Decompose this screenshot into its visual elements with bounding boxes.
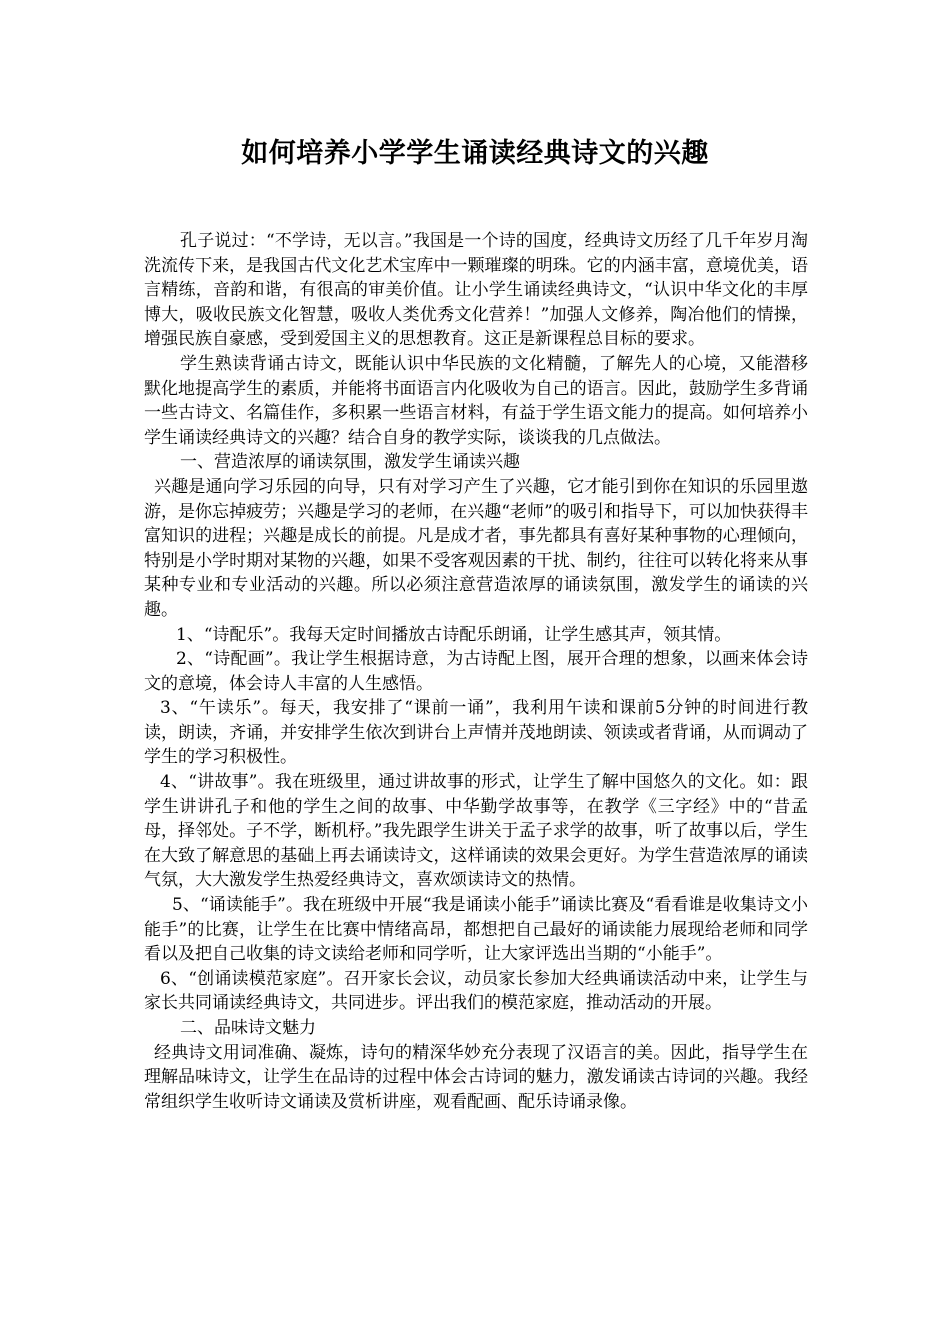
list-item-2: 2、“诗配画”。我让学生根据诗意，为古诗配上图，展开合理的想象，以画来体会诗文的意境，体会诗人丰富的人生感悟。: [144, 649, 808, 694]
list-item-3: 3、“午读乐”。每天，我安排了“课前一诵”，我利用午读和课前5分钟的时间进行教读，朗读，齐诵，并安排学生依次到讲台上声情并茂地朗读、领读或者背诵，从而调动了学生的学习积极性。: [144, 698, 808, 768]
paragraph-second: 学生熟读背诵古诗文，既能认识中华民族的文化精髓，了解先人的心境，又能潜移默化地提高学生的素质，并能将书面语言内化吸收为自己的语言。因此，鼓励学生多背诵一些古诗文、名篇佳作，多积累一些语言材料，有益于学生语文能力的提高。如何培养小学生诵读经典诗文的兴趣？结合自身的教学实际，谈谈我的几点做法。: [144, 353, 808, 448]
section-heading-1: 一、营造浓厚的诵读氛围，激发学生诵读兴趣: [180, 452, 520, 473]
paragraph-intro: 孔子说过：“不学诗，无以言。”我国是一个诗的国度，经典诗文历经了几千年岁月淘洗流传下来，是我国古代文化艺术宝库中一颗璀璨的明珠。它的内涵丰富，意境优美，语言精练，音韵和谐，有很高的审美价值。让小学生诵读经典诗文，“认识中华文化的丰厚博大，吸收民族文化智慧，吸收人类优秀文化营养！”加强人文修养，陶冶他们的情操，增强民族自豪感，受到爱国主义的思想教育。这正是新课程总目标的要求。: [144, 231, 808, 350]
paragraph-charm: 经典诗文用词准确、凝炼，诗句的精深华妙充分表现了汉语言的美。因此，指导学生在理解品味诗文，让学生在品诗的过程中体会古诗词的魅力，激发诵读古诗词的兴趣。我经常组织学生收听诗文诵读及赏析讲座，观看配画、配乐诗诵录像。: [144, 1042, 808, 1112]
list-item-4: 4、“讲故事”。我在班级里，通过讲故事的形式，让学生了解中国悠久的文化。如：跟学生讲讲孔子和他的学生之间的故事、中华勤学故事等，在教学《三字经》中的“昔孟母，择邻处。子不学，断机杼。”我先跟学生讲关于孟子求学的故事，听了故事以后，学生在大致了解意思的基础上再去诵读诗文，这样诵读的效果会更好。为学生营造浓厚的诵读气氛，大大激发学生热爱经典诗文，喜欢颂读诗文的热情。: [144, 772, 808, 891]
paragraph-interest: 兴趣是通向学习乐园的向导，只有对学习产生了兴趣，它才能引到你在知识的乐园里遨游，是你忘掉疲劳；兴趣是学习的老师，在兴趣“老师”的吸引和指导下，可以加快获得丰富知识的进程；兴趣是成长的前提。凡是成才者，事先都具有喜好某种事物的心理倾向，特别是小学时期对某物的兴趣，如果不受客观因素的干扰、制约，往往可以转化将来从事某种专业和专业活动的兴趣。所以必须注意营造浓厚的诵读氛围，激发学生的诵读的兴趣。: [144, 476, 808, 620]
document-body: [144, 229, 808, 1114]
list-item-1: 1、“诗配乐”。我每天定时间播放古诗配乐朗诵，让学生感其声，领其情。: [176, 624, 732, 645]
list-item-6: 6、“创诵读模范家庭”。召开家长会议，动员家长参加大经典诵读活动中来，让学生与家长共同诵读经典诗文，共同进步。评出我们的模范家庭，推动活动的开展。: [144, 968, 808, 1014]
section-heading-2: 二、品味诗文魅力: [180, 1018, 316, 1038]
list-item-5: 5、“诵读能手”。我在班级中开展“我是诵读小能手”诵读比赛及“看看谁是收集诗文小能手”的比赛，让学生在比赛中情绪高昂，都想把自己最好的诵读能力展现给老师和同学看以及把自己收集的诗文读给老师和同学听，让大家评选出当期的“小能手”。: [144, 895, 808, 965]
document-title: 如何培养小学学生诵读经典诗文的兴趣: [241, 138, 709, 169]
